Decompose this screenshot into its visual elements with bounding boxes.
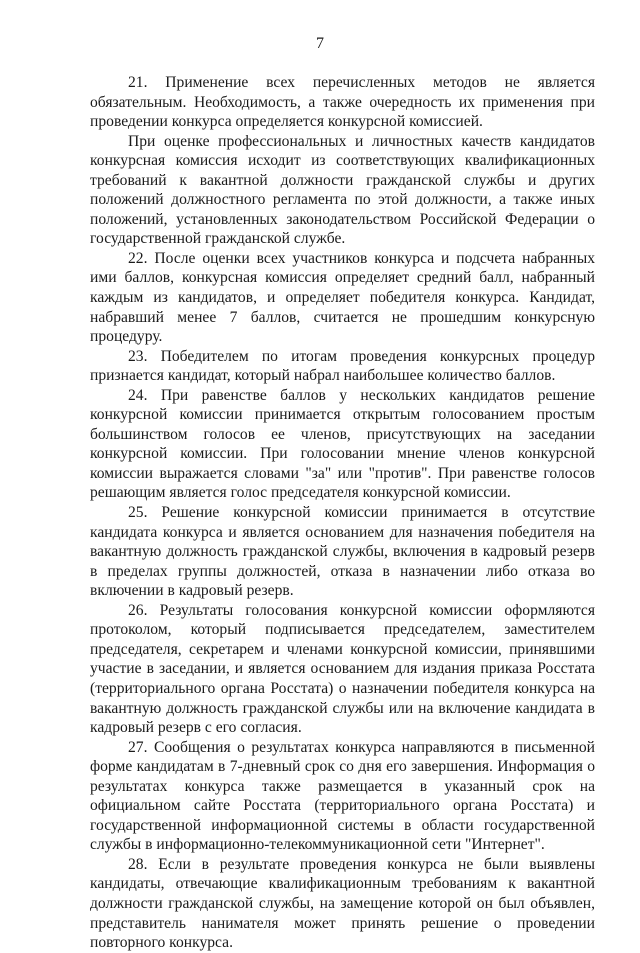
paragraph-25: 25. Решение конкурсной комиссии принимается в отсутствие кандидата конкурса и является основанием для назначения победителя на вакантную должность гражданской службы, включения в кадровый резерв в пределах группы должностей, отказа в назначении либо отказа во включении в кадровый резерв. [90,504,595,600]
paragraph-24: 24. При равенстве баллов у нескольких кандидатов решение конкурсной комиссии принимается открытым голосованием простым большинством голосов ее членов, присутствующих на заседании конкурсной комиссии. При голосовании мнение членов конкурсной комиссии выражается словами "за" или "против". При равенстве голосов решающим является голос председателя конкурсной комиссии. [90,386,595,502]
paragraph-27: 27. Сообщения о результатах конкурса направляются в письменной форме кандидатам в 7-дневный срок со дня его завершения. Информация о результатах конкурса также размещается в указанный срок на официальном сайте Росстата (территориального органа Росстата) и государственной информационной системы в области государственной службы в информационно-телекоммуникационной сети "Интернет". [90,738,595,854]
document-body [90,73,595,953]
paragraph-22: 22. После оценки всех участников конкурса и подсчета набранных ими баллов, конкурсная комиссия определяет средний балл, набранный каждым из кандидатов, и определяет победителя конкурса. Кандидат, набравший менее 7 баллов, считается не прошедшим конкурсную процедуру. [90,249,595,346]
paragraph-21: 21. Применение всех перечисленных методов не является обязательным. Необходимость, а также очередность их применения при проведении конкурса определяется конкурсной комиссией. [90,74,595,131]
paragraph-23: 23. Победителем по итогам проведения конкурсных процедур признается кандидат, который набрал наибольшее количество баллов. [90,347,595,385]
page-number: 7 [316,35,324,52]
paragraph-21-continued: При оценке профессиональных и личностных качеств кандидатов конкурсная комиссия исходит из соответствующих квалификационных требований к вакантной должности гражданской службы и других положений должностного регламента по этой должности, а также иных положений, установленных законодательством Российской Федерации о государственной гражданской службе. [90,132,595,248]
paragraph-28: 28. Если в результате проведения конкурса не были выявлены кандидаты, отвечающие квалификационным требованиям к вакантной должности гражданской службы, на замещение которой он был объявлен, представитель нанимателя может принять решение о проведении повторного конкурса. [90,855,595,952]
paragraph-26: 26. Результаты голосования конкурсной комиссии оформляются протоколом, который подписывается председателем, заместителем председателя, секретарем и членами конкурсной комиссии, принявшими участие в заседании, и является основанием для издания приказа Росстата (территориального органа Росстата) о назначении победителя конкурса на вакантную должность гражданской службы или на включение кандидата в кадровый резерв с его согласия. [90,601,595,737]
